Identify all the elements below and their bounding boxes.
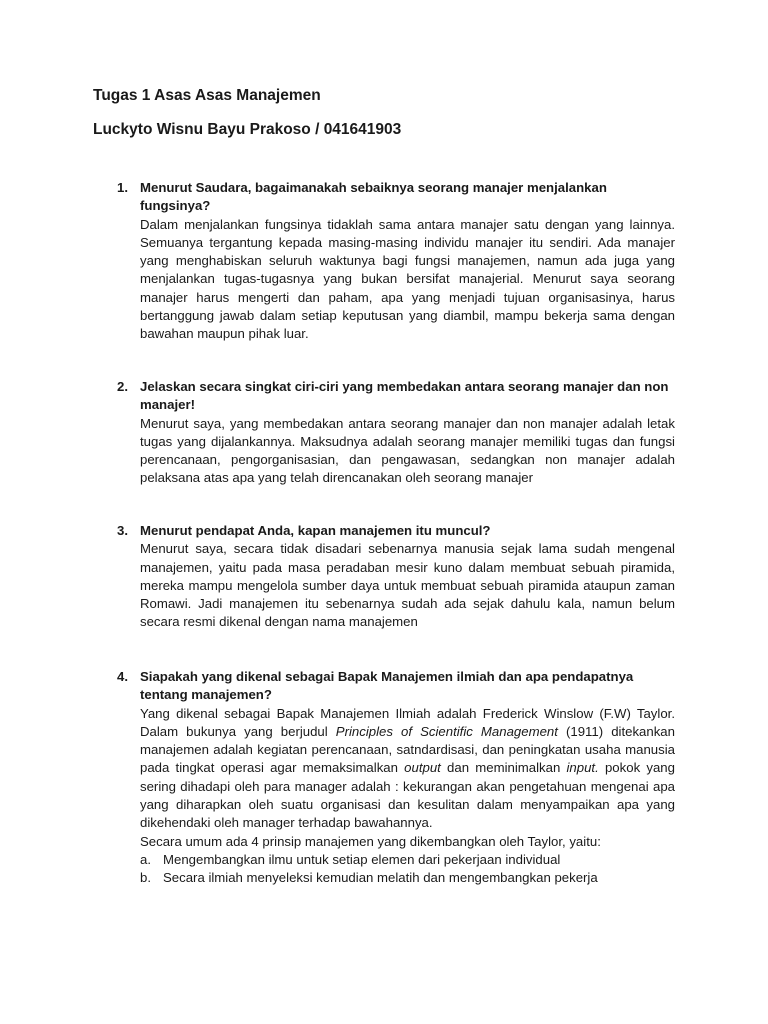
question-item-3: [117, 522, 675, 632]
principle-item-a: [140, 851, 675, 869]
question-item-1: [117, 179, 675, 344]
answer-text: Dalam menjalankan fungsinya tidaklah sama antara manajer satu dengan yang lainnya. Semuanya tergantung kepada masing-masing individu manajer itu sendiri. Ada manajer yang menghabiskan seluruh waktunya bagi fungsi manajemen, namun ada juga yang menjalankan tugas-tugasnya yang bukan bersifat manajerial. Menurut saya seorang manajer harus mengerti dan paham, apa yang menjadi tujuan organisasinya, harus bertanggung jawab dalam setiap keputusan yang diambil, mampu bekerja sama dengan bawahan maupun pihak luar.: [140, 216, 675, 342]
list-marker: a.: [140, 851, 151, 867]
list-marker: b.: [140, 870, 151, 886]
principle-text: Mengembangkan ilmu untuk setiap elemen dari pekerjaan individual: [163, 851, 561, 867]
question-number: 3.: [117, 523, 128, 538]
question-text: Siapakah yang dikenal sebagai Bapak Manajemen ilmiah dan apa pendapatnya tentang manajemen?: [140, 669, 634, 703]
italic-term: input.: [566, 760, 599, 776]
answer-text: [140, 705, 675, 833]
question-text: Jelaskan secara singkat ciri-ciri yang membedakan antara seorang manajer dan non manajer!: [140, 379, 669, 413]
answer-text: Menurut saya, yang membedakan antara seorang manajer dan non manajer adalah letak tugas yang dijalankannya. Maksudnya adalah seorang manajer memiliki tugas dan fungsi perencanaan, pengorganisasian, dan pengawasan, sedangkan non manajer adalah pelaksana atas apa yang telah direncanakan oleh seorang manajer: [140, 415, 675, 486]
question-item-2: [117, 378, 675, 488]
question-item-4: [117, 668, 675, 888]
book-title: Principles of Scientific Management: [335, 723, 558, 739]
answer-segment: Yang dikenal sebagai Bapak Manajemen Ilmiah adalah Frederick Winslow (F.W) Taylor. Dalam bukunya yang berjudul: [140, 705, 675, 739]
answer-segment: (1911) ditekankan manajemen adalah kegiatan perencanaan, satndardisasi, dan peningkatan usaha manusia pada tingkat operasi agar memaksimalkan: [140, 723, 675, 776]
document-title: Tugas 1 Asas Asas Manajemen: [93, 87, 321, 104]
question-number: 1.: [117, 180, 128, 195]
answer-segment: pokok yang sering dihadapi oleh para manager adalah : kekurangan akan pengetahuan mengenai apa yang diharapkan oleh suatu organisasi dan kesulitan dalam menyampaikan apa yang dikehendaki oleh manager terhadap bawahannya.: [140, 760, 675, 831]
question-number: 2.: [117, 379, 128, 394]
answer-text: Menurut saya, secara tidak disadari sebenarnya manusia sejak lama sudah mengenal manajemen, yaitu pada masa peradaban mesir kuno dalam membuat sebuah piramida, mereka mampu mengelola sumber daya untuk membuat sebuah piramida ataupun zaman Romawi. Jadi manajemen itu sebenarnya sudah ada sejak dahulu kala, namun belum secara resmi dikenal dengan nama manajemen: [140, 541, 675, 630]
question-number: 4.: [117, 669, 128, 684]
principle-text: Secara ilmiah menyeleksi kemudian melatih dan mengembangkan pekerja: [163, 870, 598, 886]
principle-item-b: [140, 869, 675, 887]
principles-intro: Secara umum ada 4 prinsip manajemen yang dikembangkan oleh Taylor, yaitu:: [140, 833, 601, 849]
answer-segment: dan meminimalkan: [440, 760, 567, 776]
question-text: Menurut Saudara, bagaimanakah sebaiknya seorang manajer menjalankan fungsinya?: [140, 180, 607, 214]
question-text: Menurut pendapat Anda, kapan manajemen itu muncul?: [140, 523, 491, 538]
author-line: Luckyto Wisnu Bayu Prakoso / 041641903: [93, 121, 402, 138]
italic-term: output: [404, 760, 441, 776]
